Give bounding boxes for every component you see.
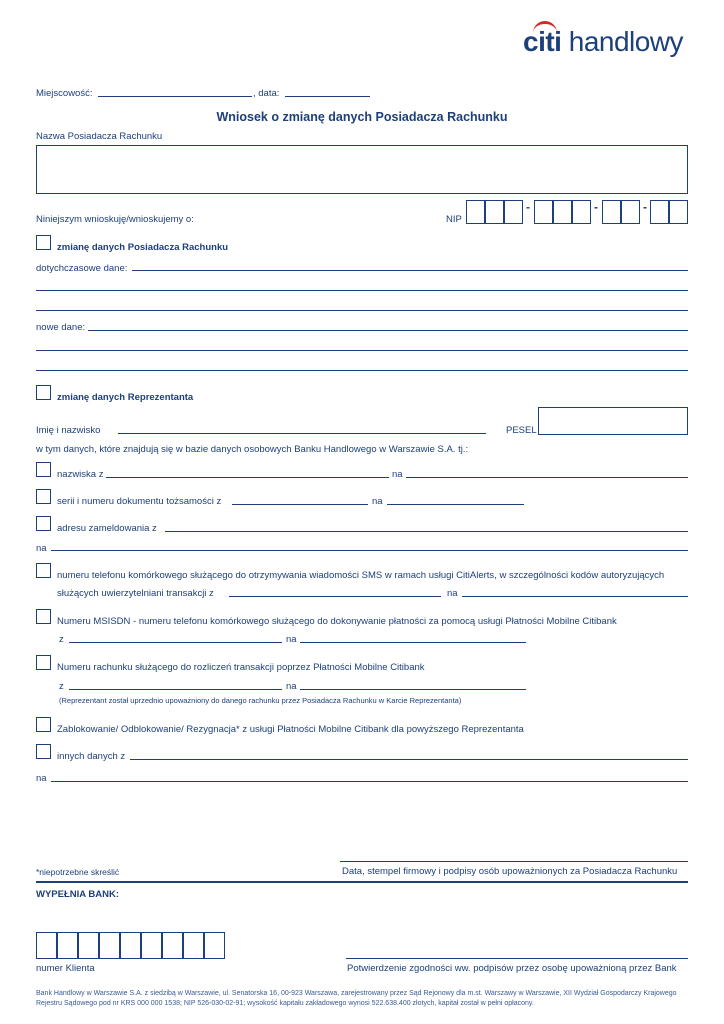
phone-to-label: na (447, 588, 458, 599)
nip-digit[interactable] (534, 200, 553, 224)
block-checkbox[interactable] (36, 717, 51, 732)
nip-digit[interactable] (466, 200, 485, 224)
address-to-field[interactable] (51, 550, 688, 551)
msisdn-from-field[interactable] (69, 642, 282, 643)
address-from-field[interactable] (165, 531, 688, 532)
strike-note: *niepotrzebne skreślić (36, 867, 120, 877)
client-number-digit[interactable] (141, 932, 162, 959)
client-number-digit[interactable] (36, 932, 57, 959)
logo-arc-icon (533, 21, 557, 33)
holder-name-label: Nazwa Posiadacza Rachunku (36, 131, 163, 142)
msisdn-to-field[interactable] (300, 642, 526, 643)
nip-digit[interactable] (553, 200, 572, 224)
section-divider (36, 881, 688, 883)
surname-label: nazwiska z (57, 469, 104, 480)
nip-digit[interactable] (621, 200, 640, 224)
address-label: adresu zameldowania z (57, 523, 157, 534)
address-checkbox[interactable] (36, 516, 51, 531)
rep-change-heading: zmianę danych Reprezentanta (57, 392, 194, 403)
pesel-field[interactable] (538, 407, 688, 435)
client-number-digit[interactable] (162, 932, 183, 959)
phone-to-field[interactable] (462, 596, 688, 597)
rep-change-checkbox[interactable] (36, 385, 51, 400)
client-number-digit[interactable] (204, 932, 225, 959)
msisdn-to-label: na (286, 634, 297, 645)
holder-name-field[interactable] (36, 145, 688, 194)
id-document-to-field[interactable] (387, 504, 524, 505)
phone-checkbox[interactable] (36, 563, 51, 578)
other-data-checkbox[interactable] (36, 744, 51, 759)
id-document-to-label: na (372, 496, 383, 507)
place-field[interactable] (98, 96, 252, 97)
nip-separator: - (643, 200, 647, 214)
surname-checkbox[interactable] (36, 462, 51, 477)
account-label: Numeru rachunku służącego do rozliczeń transakcji poprzez Płatności Mobilne Citibank (57, 662, 425, 673)
request-label: Niniejszym wnioskuję/wnioskujemy o: (36, 214, 194, 225)
previous-data-label: dotychczasowe dane: (36, 263, 128, 274)
nip-label: NIP (446, 214, 462, 225)
client-number-digit[interactable] (57, 932, 78, 959)
bank-section-heading: WYPEŁNIA BANK: (36, 889, 120, 900)
signature-caption: Data, stempel firmowy i podpisy osób upoważnionych za Posiadacza Rachunku (342, 866, 678, 877)
phone-from-field[interactable] (229, 596, 441, 597)
id-document-checkbox[interactable] (36, 489, 51, 504)
nip-digit[interactable] (602, 200, 621, 224)
rep-name-label: Imię i nazwisko (36, 425, 101, 436)
id-document-label: serii i numeru dokumentu tożsamości z (57, 496, 222, 507)
previous-data-field[interactable] (132, 270, 688, 271)
phone-label-cont: służących uwierzytelniani transakcji z (57, 588, 214, 599)
citi-handlowy-logo: citi handlowy (523, 26, 683, 58)
other-data-to-field[interactable] (51, 781, 688, 782)
other-data-label: innych danych z (57, 751, 126, 762)
account-from-field[interactable] (69, 689, 282, 690)
nip-digit[interactable] (504, 200, 523, 224)
client-number-digit[interactable] (120, 932, 141, 959)
holder-change-checkbox[interactable] (36, 235, 51, 250)
bank-confirmation-caption: Potwierdzenie zgodności ww. podpisów przez osobę upoważnioną przez Bank (347, 963, 677, 974)
rep-data-note: w tym danych, które znajdują się w bazie danych osobowych Banku Handlowego w Warszawie S.A. tj.: (36, 444, 469, 455)
other-data-to-label: na (36, 773, 47, 784)
previous-data-field[interactable] (36, 310, 688, 311)
surname-to-label: na (392, 469, 403, 480)
nip-digit[interactable] (650, 200, 669, 224)
account-to-field[interactable] (300, 689, 526, 690)
pesel-label: PESEL (506, 425, 537, 436)
new-data-field[interactable] (88, 330, 688, 331)
client-number-digit[interactable] (183, 932, 204, 959)
id-document-from-field[interactable] (232, 504, 368, 505)
surname-to-field[interactable] (406, 477, 688, 478)
page-title: Wniosek o zmianę danych Posiadacza Rachunku (216, 110, 508, 124)
block-label: Zablokowanie/ Odblokowanie/ Rezygnacja* z usługi Płatności Mobilne Citibank dla powyższego Reprezentanta (57, 724, 524, 735)
account-checkbox[interactable] (36, 655, 51, 670)
account-note: (Reprezentant został uprzednio upoważniony do danego rachunku przez Posiadacza Rachunku w Karcie Reprezentanta) (59, 696, 462, 705)
nip-digit[interactable] (669, 200, 688, 224)
account-to-label: na (286, 681, 297, 692)
client-number-digit[interactable] (78, 932, 99, 959)
holder-change-heading: zmianę danych Posiadacza Rachunku (57, 242, 229, 253)
new-data-label: nowe dane: (36, 322, 86, 333)
account-from-label: z (59, 681, 64, 692)
other-data-from-field[interactable] (130, 759, 688, 760)
signature-field[interactable] (340, 861, 688, 862)
nip-digit[interactable] (572, 200, 591, 224)
legal-footer: Bank Handlowy w Warszawie S.A. z siedzibą w Warszawie, ul. Senatorska 16, 00-923 Warszawa, zarejestrowany przez Sąd Rejonowy dla m.st. Warszawy w Warszawie, XII Wydział Gospodarczy Krajowego Rejestru Sądowego pod nr KRS 000 000 1538; NIP 526-030-02-91; wysokość kapitału zakładowego wynosi 522.638.400 złotych, kapitał został w pełni opłacony. (36, 990, 677, 1007)
nip-separator: - (594, 200, 598, 214)
rep-name-field[interactable] (118, 433, 486, 434)
msisdn-checkbox[interactable] (36, 609, 51, 624)
place-label: Miejscowość: (36, 88, 93, 99)
bank-confirmation-field[interactable] (346, 958, 688, 959)
phone-label: numeru telefonu komórkowego służącego do otrzymywania wiadomości SMS w ramach usługi CitiAlerts, w szczególności kodów autoryzujących (57, 570, 665, 581)
client-number-label: numer Klienta (36, 963, 95, 974)
msisdn-from-label: z (59, 634, 64, 645)
new-data-field[interactable] (36, 370, 688, 371)
surname-from-field[interactable] (106, 477, 389, 478)
address-to-label: na (36, 543, 47, 554)
previous-data-field[interactable] (36, 290, 688, 291)
nip-separator: - (526, 200, 530, 214)
date-label: , data: (253, 88, 280, 99)
nip-digit[interactable] (485, 200, 504, 224)
msisdn-label: Numeru MSISDN - numeru telefonu komórkowego służącego do dokonywanie płatności za pomocą usługi Płatności Mobilne Citibank (57, 616, 617, 627)
new-data-field[interactable] (36, 350, 688, 351)
date-field[interactable] (285, 96, 370, 97)
client-number-digit[interactable] (99, 932, 120, 959)
